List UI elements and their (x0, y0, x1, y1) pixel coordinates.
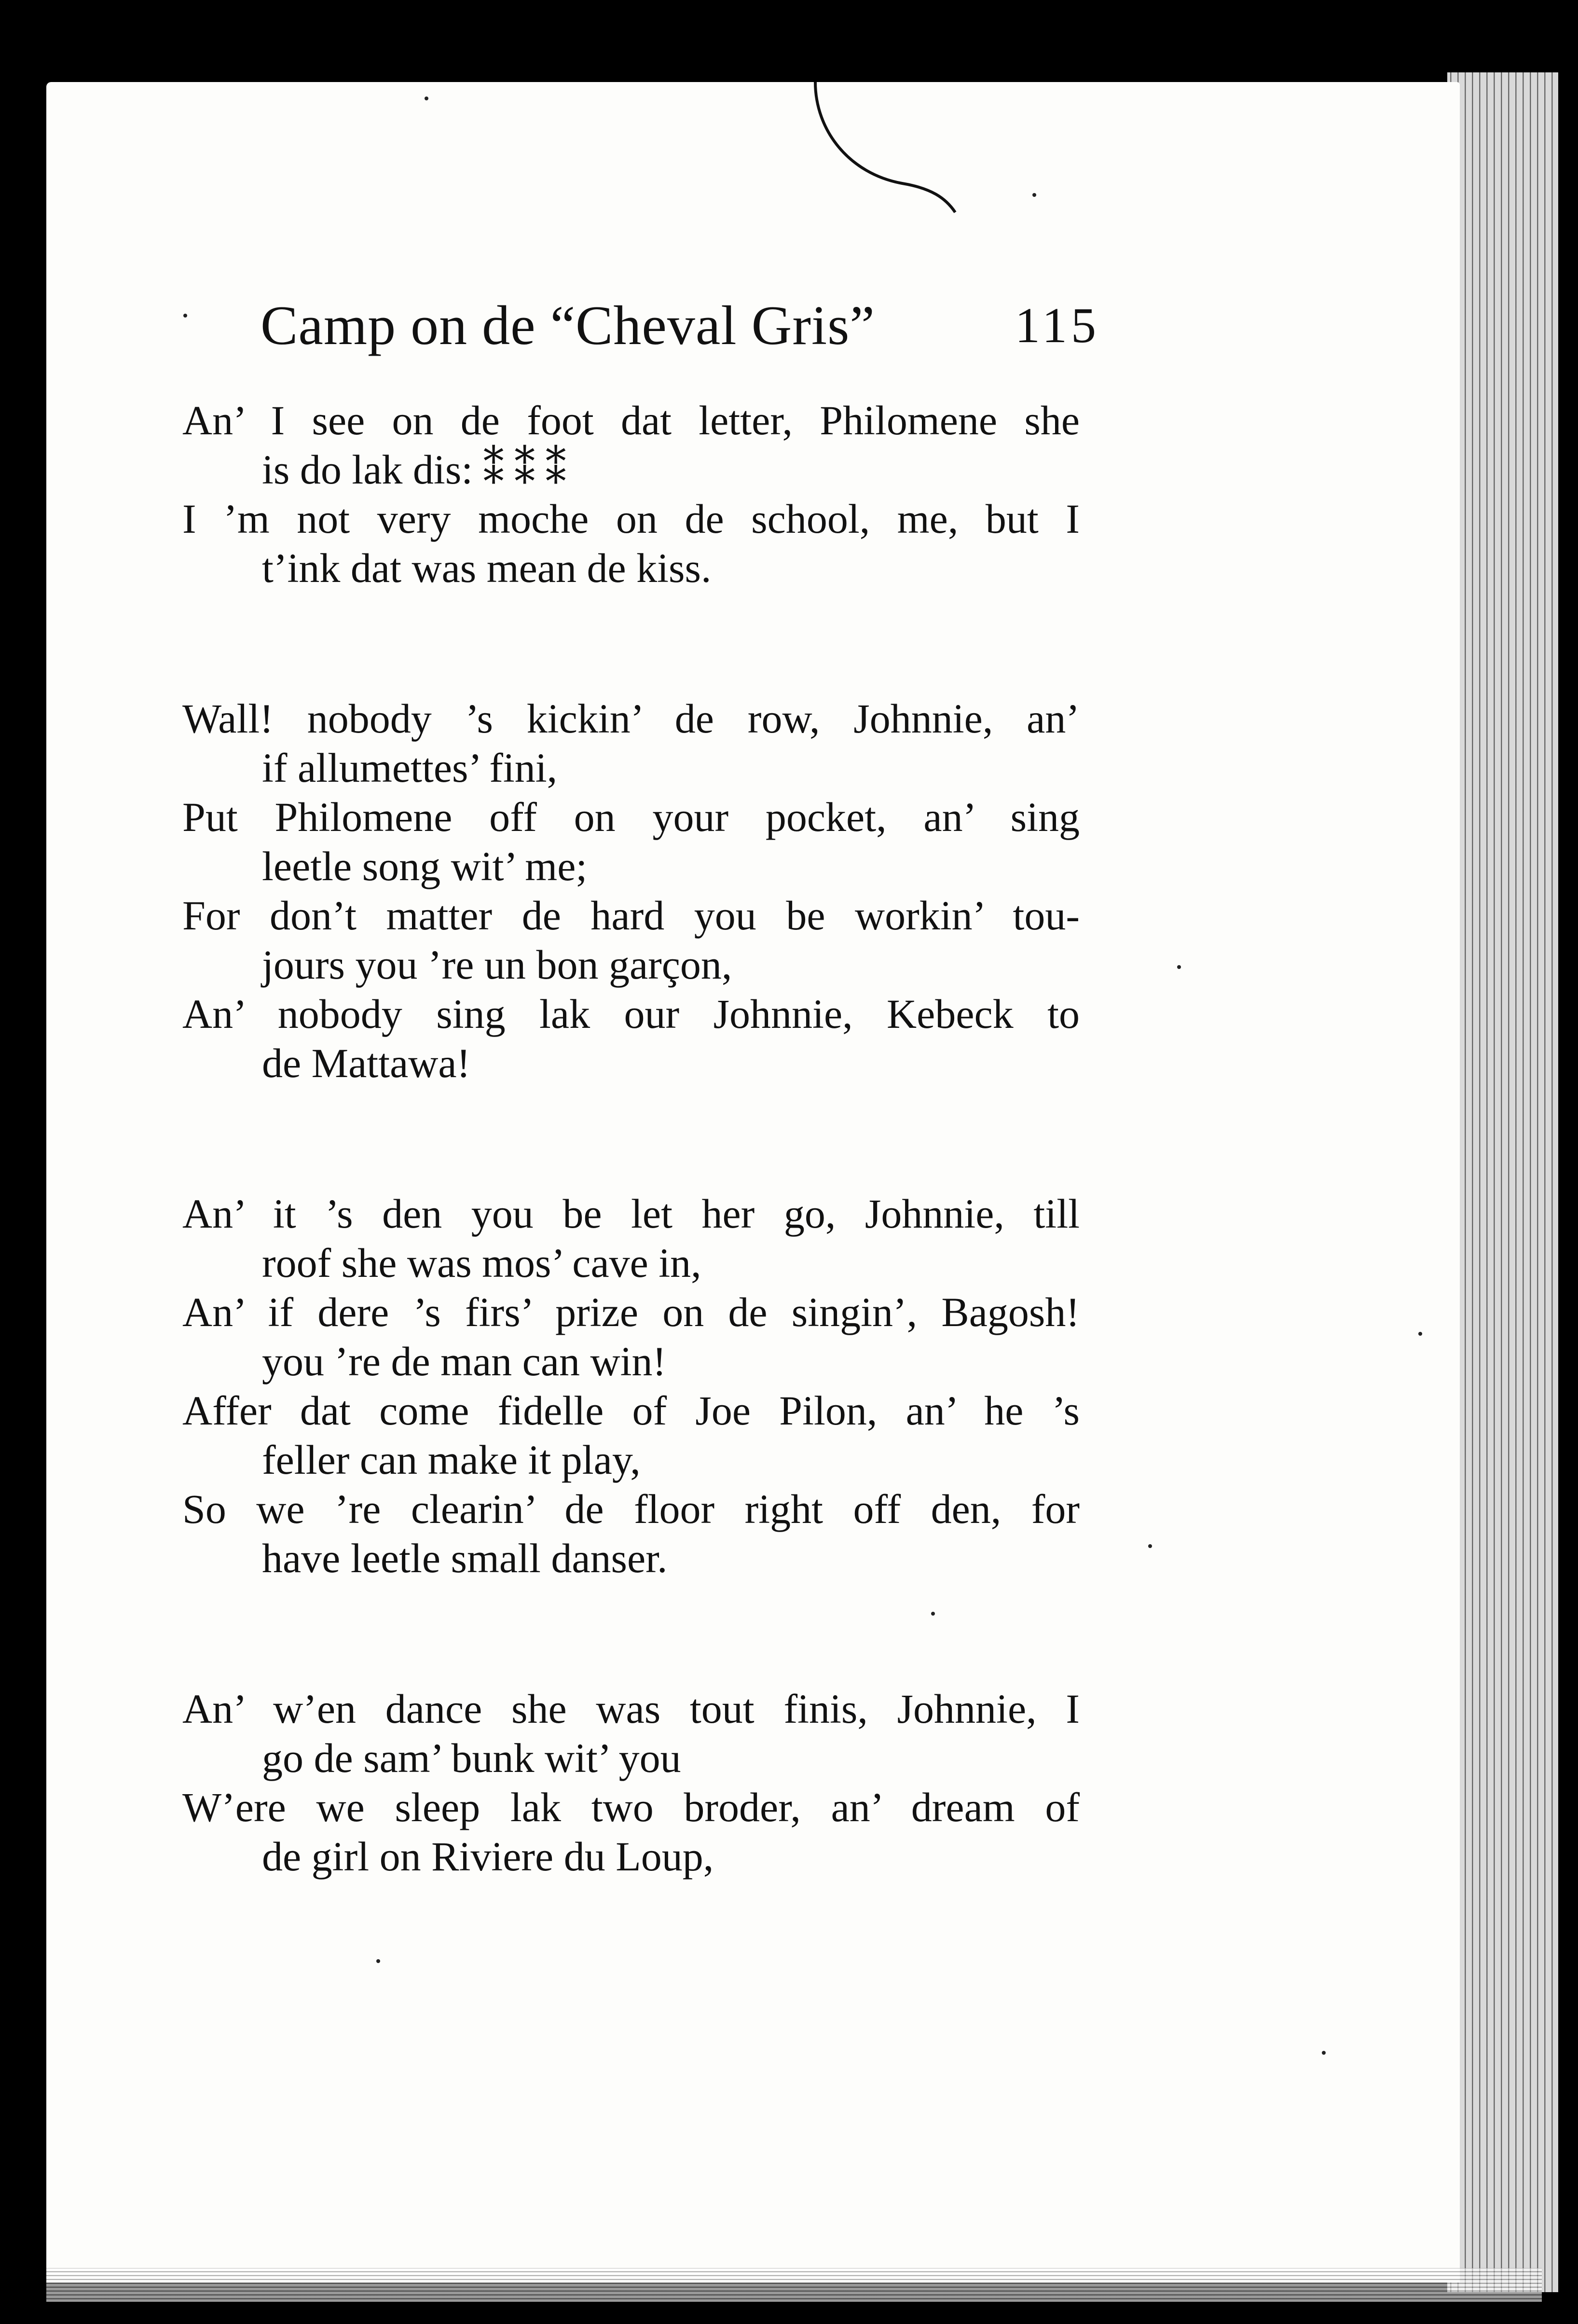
pencil-mark-doodle (791, 72, 984, 227)
verse-line: An’ if dere ’s firs’ prize on de singin’, Bagosh! (182, 1289, 1080, 1335)
verse-line-continuation: de Mattawa! (262, 1040, 471, 1086)
verse-line: For don’t matter de hard you be workin’ tou- (182, 892, 1080, 939)
stanza (182, 396, 1080, 593)
verse-line: An’ w’en dance she was tout finis, Johnnie, I (182, 1686, 1080, 1732)
verse-line: W’ere we sleep lak two broder, an’ dream of (182, 1784, 1080, 1830)
running-head (261, 290, 1100, 362)
verse-line: So we ’re clearin’ de floor right off den, for (182, 1486, 1080, 1532)
verse-line-continuation: is do lak dis: ⁑ ⁑ ⁑ (262, 446, 566, 493)
verse-line-continuation: roof she was mos’ cave in, (262, 1240, 701, 1286)
print-speck (1177, 965, 1181, 969)
verse-line-continuation: feller can make it play, (262, 1437, 641, 1483)
verse (182, 494, 1080, 593)
verse (182, 1189, 1080, 1287)
verse-line: An’ I see on de foot dat letter, Philomene she (182, 397, 1080, 443)
verse-line-continuation: leetle song wit’ me; (262, 843, 588, 889)
verse-line: Affer dat come fidelle of Joe Pilon, an’ he ’s (182, 1387, 1080, 1434)
page-edges-bottom (46, 2268, 1542, 2302)
verse (182, 891, 1080, 989)
verse (182, 1484, 1080, 1583)
print-speck (1148, 1544, 1152, 1548)
verse (182, 694, 1080, 792)
verse-line-continuation: t’ink dat was mean de kiss. (262, 545, 712, 591)
verse (182, 1783, 1080, 1881)
verse-line: An’ nobody sing lak our Johnnie, Kebeck to (182, 991, 1080, 1037)
verse-line-continuation: have leetle small danser. (262, 1535, 668, 1581)
verse-line-continuation: if allumettes’ fini, (262, 745, 558, 791)
verse-line-continuation: you ’re de man can win! (262, 1338, 667, 1384)
verse-line-continuation: go de sam’ bunk wit’ you (262, 1735, 681, 1781)
print-speck (425, 97, 428, 100)
verse-line: Wall! nobody ’s kickin’ de row, Johnnie, an’ (182, 695, 1080, 742)
verse (182, 1287, 1080, 1386)
verse (182, 792, 1080, 891)
print-speck (1322, 2051, 1326, 2055)
verse-line-continuation: de girl on Riviere du Loup, (262, 1833, 714, 1880)
verse-line: Put Philomene off on your pocket, an’ sing (182, 794, 1080, 840)
running-title: Camp on de “Cheval Gris” (261, 295, 875, 357)
verse (182, 396, 1080, 494)
stanza (182, 1189, 1080, 1583)
verse (182, 989, 1080, 1088)
verse-line: An’ it ’s den you be let her go, Johnnie, till (182, 1190, 1080, 1237)
stanza (182, 1684, 1080, 1881)
verse (182, 1684, 1080, 1783)
print-speck (1032, 193, 1036, 197)
print-speck (183, 314, 187, 318)
print-speck (931, 1612, 935, 1616)
print-speck (376, 1959, 380, 1963)
print-speck (1418, 1332, 1422, 1336)
verse-line-continuation: jours you ’re un bon garçon, (262, 941, 732, 988)
stanza (182, 694, 1080, 1088)
page-number: 115 (1015, 298, 1100, 353)
poem-body (182, 396, 1080, 1982)
verse-line: I ’m not very moche on de school, me, but I (182, 496, 1080, 542)
page-edges-right (1447, 72, 1558, 2292)
book-gutter-shadow (0, 77, 22, 2324)
verse (182, 1386, 1080, 1484)
